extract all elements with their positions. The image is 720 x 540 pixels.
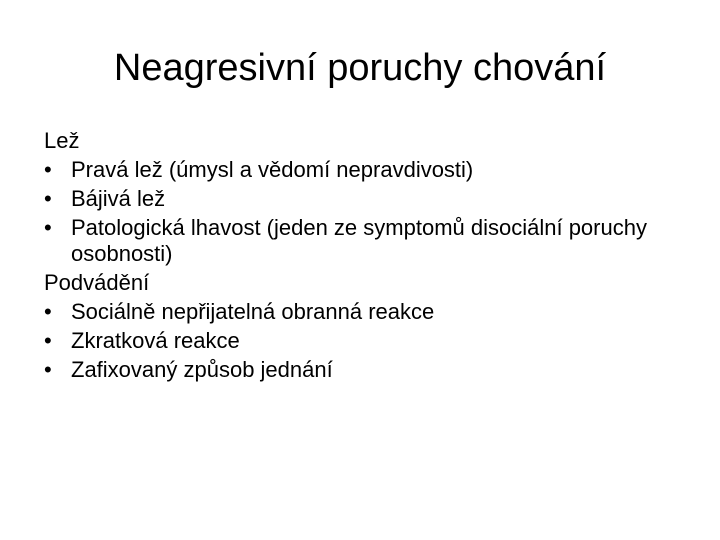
- bullet-list-podvadeni: [44, 299, 684, 383]
- bullet-list-lez: [44, 157, 684, 267]
- list-item: [44, 157, 684, 183]
- list-item-text: Patologická lhavost (jeden ze symptomů disociální poruchy osobnosti): [71, 215, 647, 266]
- list-item-text: Sociálně nepřijatelná obranná reakce: [71, 299, 435, 324]
- list-item-text: Zkratková reakce: [71, 328, 240, 353]
- bullet-icon: •: [44, 157, 52, 182]
- list-item: [44, 299, 684, 325]
- list-item-text: Zafixovaný způsob jednání: [71, 357, 333, 382]
- list-item-text: Bájivá lež: [71, 186, 166, 211]
- bullet-icon: •: [44, 299, 52, 324]
- list-item: [44, 215, 684, 267]
- bullet-icon: •: [44, 328, 52, 353]
- slide-title: Neagresivní poruchy chování: [113, 47, 607, 89]
- list-item: [44, 328, 684, 354]
- list-item: [44, 186, 684, 212]
- list-item-text: Pravá lež (úmysl a vědomí nepravdivosti): [71, 157, 474, 182]
- section-heading-podvadeni: Podvádění: [44, 270, 150, 295]
- slide-content: [44, 128, 684, 386]
- bullet-icon: •: [44, 186, 52, 211]
- bullet-icon: •: [44, 215, 52, 240]
- bullet-icon: •: [44, 357, 52, 382]
- list-item: [44, 357, 684, 383]
- section-heading-lez: Lež: [44, 128, 80, 153]
